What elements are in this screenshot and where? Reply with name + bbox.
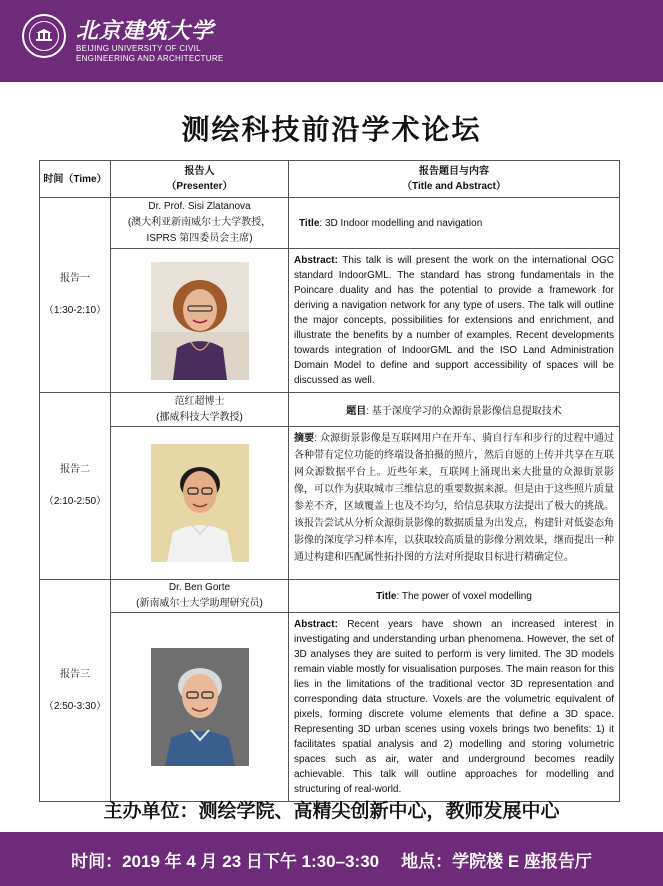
talk-2-presenter-aff1: (挪威科技大学教授)	[156, 411, 243, 423]
talk-1-title-row	[40, 198, 620, 249]
talk-3-slot	[40, 580, 111, 802]
talk-3-presenter-photo	[151, 648, 249, 766]
header-time: 时间（Time）	[40, 161, 111, 198]
talk-2-presenter-photo	[151, 444, 249, 562]
talk-1-presenter-aff1: (澳大利亚新南威尔士大学教授，	[127, 217, 272, 228]
event-location: 地点：学院楼 E 座报告厅	[401, 851, 592, 871]
talk-1-photo-cell	[111, 249, 289, 393]
host-organizers: 主办单位：测绘学院、高精尖创新中心，教师发展中心	[103, 801, 560, 822]
talk-2-abstract-text: : 众源街景影像是互联网用户在开车、骑自行车和步行的过程中通过各种带有定位功能的终端设备拍摄的照片，然后自愿的上传并共享在互联网众源数据平台上。近些年来，互联网上涌现出来大批量的众源街景影像，可以作为获取城市三维信息的重要数据来源。但是由于这些照片质量参差不齐，区域覆盖上也及不均匀，给信息获取方法提出了极大的挑战。该报告尝试从分析众源街景影像的数据质量为出发点，构建针对低姿态角影像的深度学习样本库，以获取较高质量的影像分割效果，继而提出一种通过构建和匹配属性拓扑图的方法对所提取目标进行精确定位。	[294, 433, 615, 563]
footer-banner	[0, 832, 663, 886]
talk-1-presenter	[111, 198, 289, 249]
talk-1-slot-label: 报告一	[60, 273, 90, 284]
talk-1-title-text: : 3D Indoor modelling and navigation	[319, 217, 483, 229]
page-title: 测绘科技前沿学术论坛	[181, 114, 482, 145]
talk-2-time: （2:10-2:50）	[43, 496, 107, 507]
university-name-en-line1: BEIJING UNIVERSITY OF CIVIL	[76, 44, 201, 53]
talk-3-title-text: : The power of voxel modelling	[396, 590, 532, 602]
event-time: 时间：2019 年 4 月 23 日下午 1:30–3:30	[71, 851, 380, 871]
talk-3-abstract-label: Abstract:	[294, 619, 338, 630]
university-seal-icon	[22, 14, 66, 58]
talk-2-abstract-label: 摘要	[294, 433, 315, 444]
talk-1-abstract	[289, 249, 620, 393]
talk-2-slot-label: 报告二	[60, 464, 90, 475]
talk-2-abstract-row	[40, 427, 620, 580]
talk-2-title-label: 题目	[346, 406, 367, 417]
table-header-row	[40, 161, 620, 198]
talk-2-photo-cell	[111, 427, 289, 580]
header-banner	[0, 0, 663, 82]
talk-1-presenter-name: Dr. Prof. Sisi Zlatanova	[148, 201, 251, 212]
talk-2-title	[289, 393, 620, 427]
talk-3-abstract	[289, 613, 620, 802]
talk-3-presenter-name: Dr. Ben Gorte	[168, 582, 231, 593]
talk-3-title-row	[40, 580, 620, 613]
talk-2-title-row	[40, 393, 620, 427]
talk-3-photo-cell	[111, 613, 289, 802]
talk-3-time: （2:50-3:30）	[43, 700, 107, 712]
header-presenter-zh: 报告人	[184, 166, 215, 177]
talk-3-title	[289, 580, 620, 613]
talk-1-time: （1:30-2:10）	[43, 305, 107, 316]
talk-3-presenter-aff1: (新南威尔士大学助理研究员)	[136, 598, 263, 609]
talk-1-abstract-label: Abstract:	[294, 255, 338, 266]
header-topic-en: （Title and Abstract）	[402, 181, 506, 192]
talk-2-presenter	[111, 393, 289, 427]
header-presenter	[111, 161, 289, 198]
talk-2-slot	[40, 393, 111, 580]
talk-3-title-label: Title	[376, 590, 397, 602]
talk-1-presenter-photo	[151, 262, 249, 380]
header-topic-zh: 报告题目与内容	[419, 166, 489, 177]
talk-2-abstract	[289, 427, 620, 580]
talk-1-abstract-text: This talk is will present the work on the international OGC standard IndoorGML. The standard has strong fundamentals in the Poincare duality and has the potential to provide a framework for deriving a navigation network for any type of users. The talk will outline the major concepts, possibilities for extensions and enrichment, and illustrate the benefits by a number of examples. Recent developments towards integration of IndoorGML and the ISO Land Administration Domain Model to define and support accessibility of spaces will be discussed as well.	[294, 255, 614, 386]
talk-2-title-text: : 基于深度学习的众源街景影像信息提取技术	[366, 406, 562, 417]
talk-1-presenter-aff2: ISPRS 第四委员会主席)	[146, 233, 253, 244]
talk-3-abstract-text: Recent years have shown an increased interest in investigating and understanding urban phenomena. However, the set of 3D analyses they are suited to perform is very limited. The 3D models remain viable mostly for visualisation purposes. The main reason for this lies in the limitations of the traditional vector 3D representation and corresponding data structure. Voxels are the volumetric equivalent of pixels, forming discrete volume elements that define a 3D space. Representing 3D urban scenes using voxels brings two benefits: 1) it facilitates spatial analysis and 2) modelling and storing volumetric spaces such as air, water and underground becomes readily achievable. This talk will outline approaches for modelling and structuring of real-world.	[294, 619, 614, 795]
header-topic	[289, 161, 620, 198]
talk-3-presenter	[111, 580, 289, 613]
talk-3-abstract-row	[40, 613, 620, 802]
talk-1-slot	[40, 198, 111, 393]
university-name-cn: 北京建筑大学	[76, 18, 215, 44]
talk-1-title-label: Title	[299, 217, 320, 229]
university-name-en-line2: ENGINEERING AND ARCHITECTURE	[76, 54, 224, 63]
talk-3-slot-label: 报告三	[60, 668, 90, 680]
talk-1-abstract-row	[40, 249, 620, 393]
talk-2-presenter-name: 范红超博士	[174, 395, 225, 407]
schedule-table	[39, 160, 620, 802]
header-presenter-en: （Presenter）	[166, 181, 233, 192]
talk-1-title	[289, 198, 620, 249]
